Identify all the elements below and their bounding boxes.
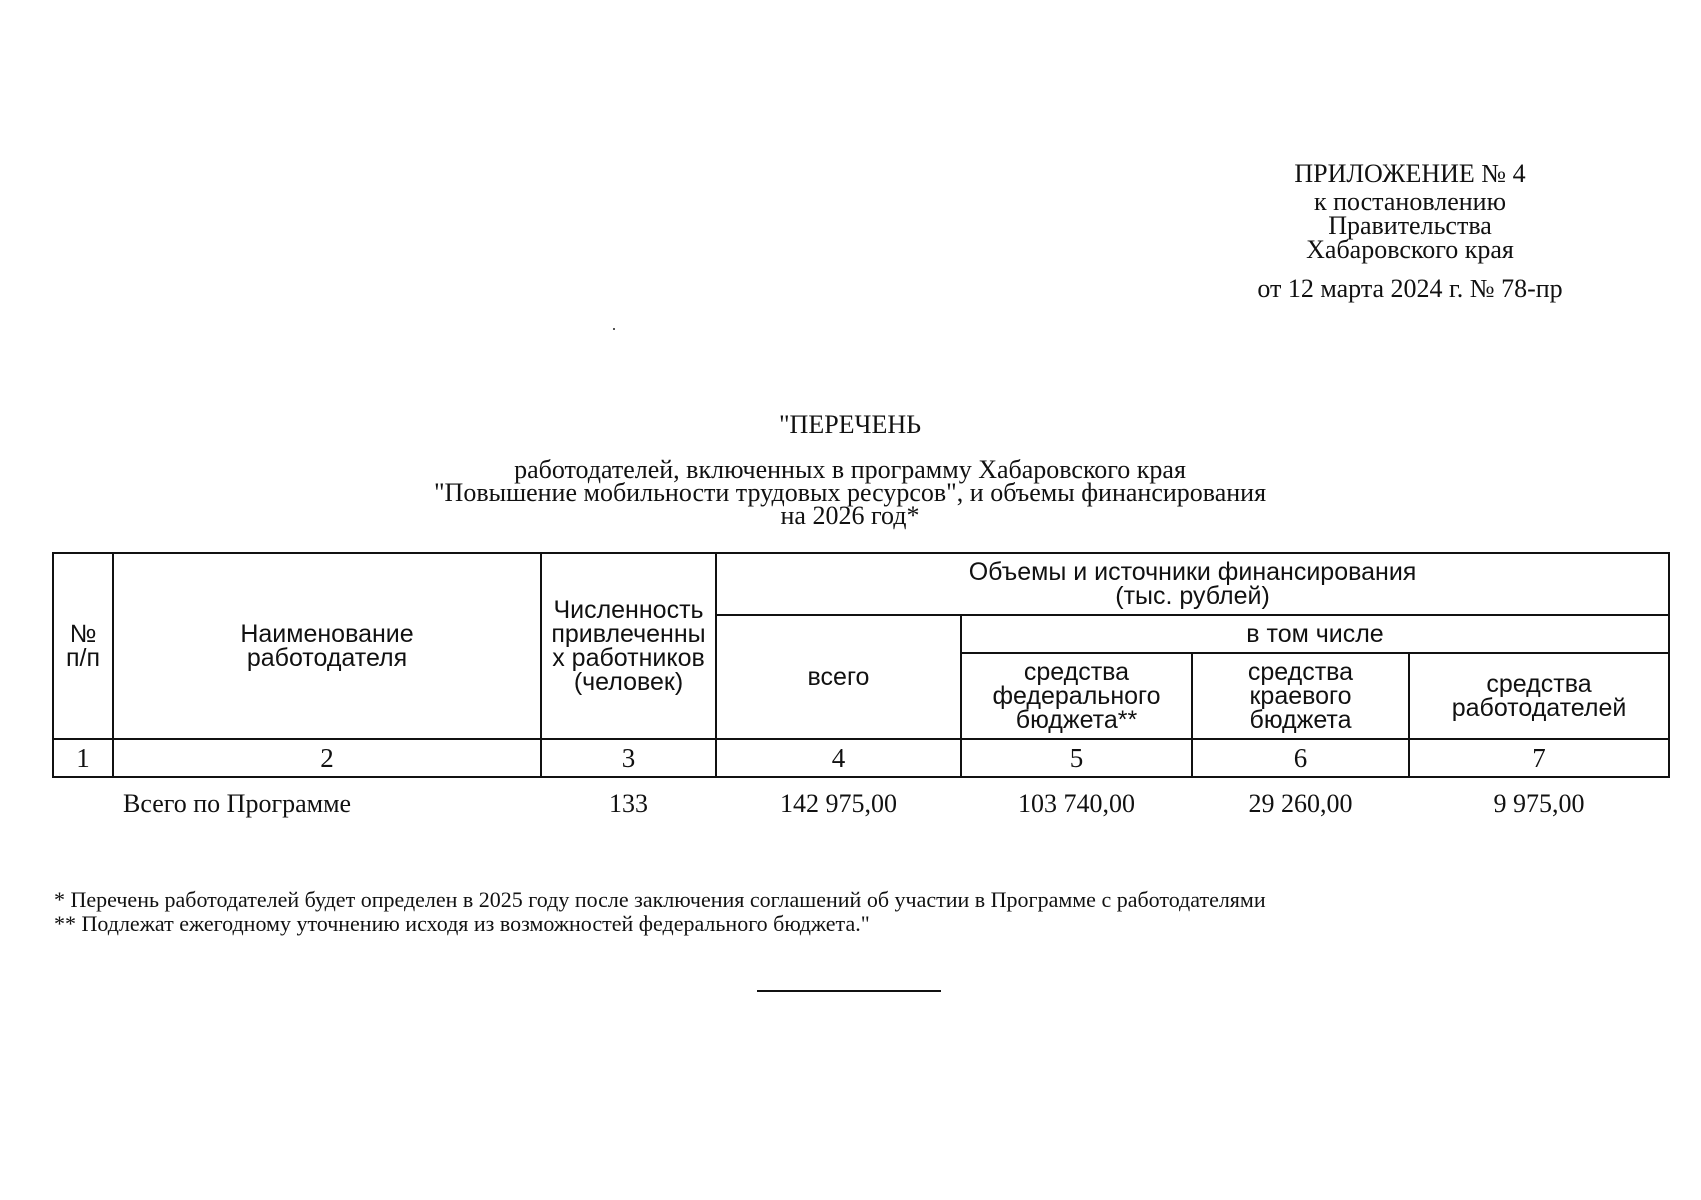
total-funding: 142 975,00: [780, 789, 897, 818]
header-employers-funds: средства работодателей: [1409, 653, 1669, 739]
header-number: № п/п: [53, 553, 113, 739]
document-title: "ПЕРЕЧЕНЬ: [778, 410, 922, 439]
appendix-line: Правительства: [1328, 211, 1492, 240]
total-workers-count: 133: [609, 789, 648, 818]
column-number: 2: [113, 739, 541, 777]
closing-rule: [757, 990, 941, 992]
header-employer-name: Наименование работодателя: [113, 553, 541, 739]
appendix-line: к постановлению: [1313, 187, 1507, 216]
header-total: всего: [716, 615, 961, 739]
header-regional: средства краевого бюджета: [1192, 653, 1409, 739]
column-number: 5: [961, 739, 1192, 777]
column-number: 1: [53, 739, 113, 777]
footnote: ** Подлежат ежегодному уточнению исходя из возможностей федерального бюджета.": [54, 911, 870, 936]
document-subtitle-line: на 2026 год*: [780, 501, 920, 530]
document-subtitle-line: "Повышение мобильности трудовых ресурсов", и объемы финансирования: [433, 478, 1267, 507]
document-subtitle-line: работодателей, включенных в программу Хабаровского края: [514, 455, 1186, 484]
header-including: в том числе: [961, 615, 1669, 653]
footnote: * Перечень работодателей будет определен в 2025 году после заключения соглашений об участии в Программе с работодателями: [54, 887, 1266, 912]
document-heading: [300, 410, 1400, 530]
header-funding: Объемы и источники финансирования (тыс. рублей): [716, 553, 1669, 615]
total-row: [53, 777, 1669, 830]
header-workers-count: Численность привлеченны х работников (человек): [541, 553, 716, 739]
column-number: 4: [716, 739, 961, 777]
scan-speck: [613, 328, 615, 330]
appendix-line: Хабаровского края: [1306, 235, 1514, 264]
column-number: 3: [541, 739, 716, 777]
total-federal: 103 740,00: [1018, 789, 1135, 818]
total-label: Всего по Программе: [123, 789, 352, 818]
employers-table: [52, 552, 1670, 830]
header-federal: средства федерального бюджета**: [961, 653, 1192, 739]
appendix-title: ПРИЛОЖЕНИЕ № 4: [1294, 159, 1526, 188]
appendix-block: [1240, 158, 1580, 304]
footnotes: [54, 888, 1266, 936]
appendix-date: от 12 марта 2024 г. № 78-пр: [1257, 274, 1563, 303]
column-number: 7: [1409, 739, 1669, 777]
total-employers-funds: 9 975,00: [1493, 789, 1585, 818]
column-number: 6: [1192, 739, 1409, 777]
total-regional: 29 260,00: [1248, 789, 1353, 818]
